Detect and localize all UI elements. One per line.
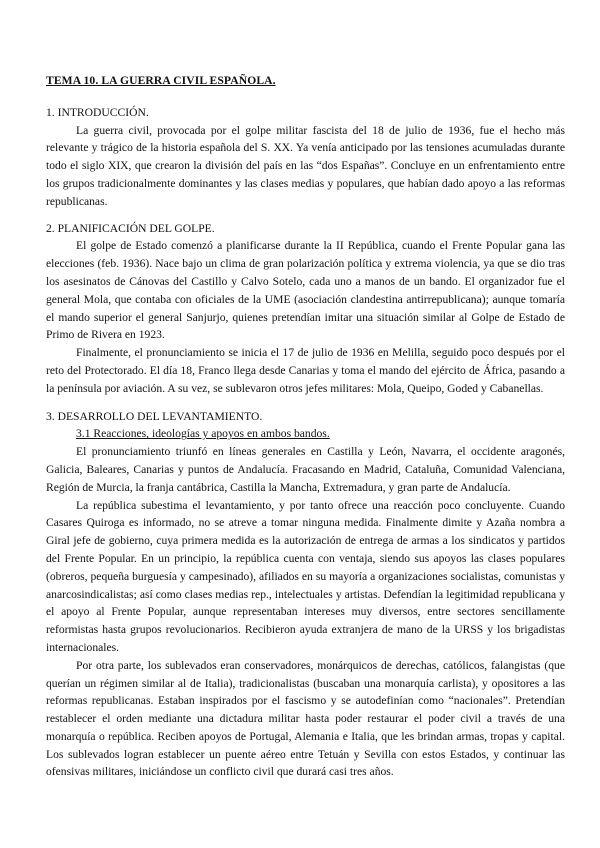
- document-page: [46, 72, 565, 781]
- section-heading-desarrollo: 3. DESARROLLO DEL LEVANTAMIENTO.: [46, 409, 263, 423]
- subsection-heading-reacciones: 3.1 Reacciones, ideologías y apoyos en ambos bandos.: [76, 427, 330, 441]
- section-heading-planificacion: 2. PLANIFICACIÓN DEL GOLPE.: [46, 221, 215, 235]
- paragraph: Finalmente, el pronunciamiento se inicia el 17 de julio de 1936 en Melilla, seguido poco después por el reto del Protectorado. El día 18, Franco llega desde Canarias y toma el mando del ejército de África, pasando a la península por aviación. A su vez, se sublevaron otros jefes militares: Mola, Queipo, Goded y Cabanellas.: [46, 346, 565, 395]
- paragraph: La guerra civil, provocada por el golpe militar fascista del 18 de julio de 1936, fue el hecho más relevante y trágico de la historia española del S. XX. Ya venía anticipado por las tensiones acumuladas durante todo el siglo XIX, que crearon la división del país en las “dos Españas”. Concluye en un enfrentamiento entre los grupos tradicionalmente dominantes y las clases medias y populares, que habían dado apoyo a las reformas republicanas.: [46, 123, 565, 208]
- paragraph: Por otra parte, los sublevados eran conservadores, monárquicos de derechas, católicos, falangistas (que querían un régimen similar al de Italia), tradicionalistas (buscaban una monarquía carlista), y opositores a las reformas republicanas. Estaban inspirados por el fascismo y se autodefinían como “nacionales”. Pretendían restablecer el orden mediante una dictadura militar hasta poder restaurar el poder civil a través de una monarquía o república. Reciben apoyos de Portugal, Alemania e Italia, que les brindan armas, tropas y capital. Los sublevados logran establecer un puente aéreo entre Tetuán y Sevilla con estos Estados, y continuar las ofensivas militares, iniciándose un conflicto civil que durará casi tres años.: [46, 658, 565, 779]
- section-heading-introduccion: 1. INTRODUCCIÓN.: [46, 105, 149, 119]
- paragraph: El pronunciamiento triunfó en líneas generales en Castilla y León, Navarra, el occidente aragonés, Galicia, Baleares, Canarias y puntos de Andalucía. Fracasando en Madrid, Cataluña, Comunidad Valenciana, Región de Murcia, la franja cantábrica, Castilla la Mancha, Extremadura, y gran parte de Andalucía.: [46, 445, 565, 494]
- paragraph: El golpe de Estado comenzó a planificarse durante la II República, cuando el Frente Popular gana las elecciones (feb. 1936). Nace bajo un clima de gran polarización política y extrema violencia, ya que se dio tras los asesinatos de Cánovas del Castillo y Calvo Sotelo, cada uno a manos de un bando. El organizador fue el general Mola, que contaba con oficiales de la UME (asociación clandestina antirrepublicana); aunque tomaría el mando superior el general Sanjurjo, quienes pretendían imitar una situación similar al Golpe de Estado de Primo de Rivera en 1923.: [46, 239, 565, 342]
- document-title: TEMA 10. LA GUERRA CIVIL ESPAÑOLA.: [46, 74, 276, 87]
- paragraph: La república subestima el levantamiento, y por tanto ofrece una reacción poco concluyente. Cuando Casares Quiroga es informado, no se atreve a tomar ninguna medida. Finalmente dimite y Azaña nombra a Giral jefe de gobierno, cuya primera medida es la autorización de entrega de armas a los sindicatos y partidos del Frente Popular. En un principio, la república cuenta con ventaja, siendo sus apoyos las clases populares (obreros, pequeña burguesía y campesinado), afiliados en su mayoría a organizaciones socialistas, comunistas y anarcosindicalistas; así como clases medias rep., intelectuales y artistas. Defendían la legitimidad republicana y el apoyo al Frente Popular, aunque representaban intereses muy diversos, entre sectores sencillamente reformistas hasta grupos revolucionarios. Recibieron ayuda extranjera de mano de la URSS y los brigadistas internacionales.: [46, 498, 565, 654]
